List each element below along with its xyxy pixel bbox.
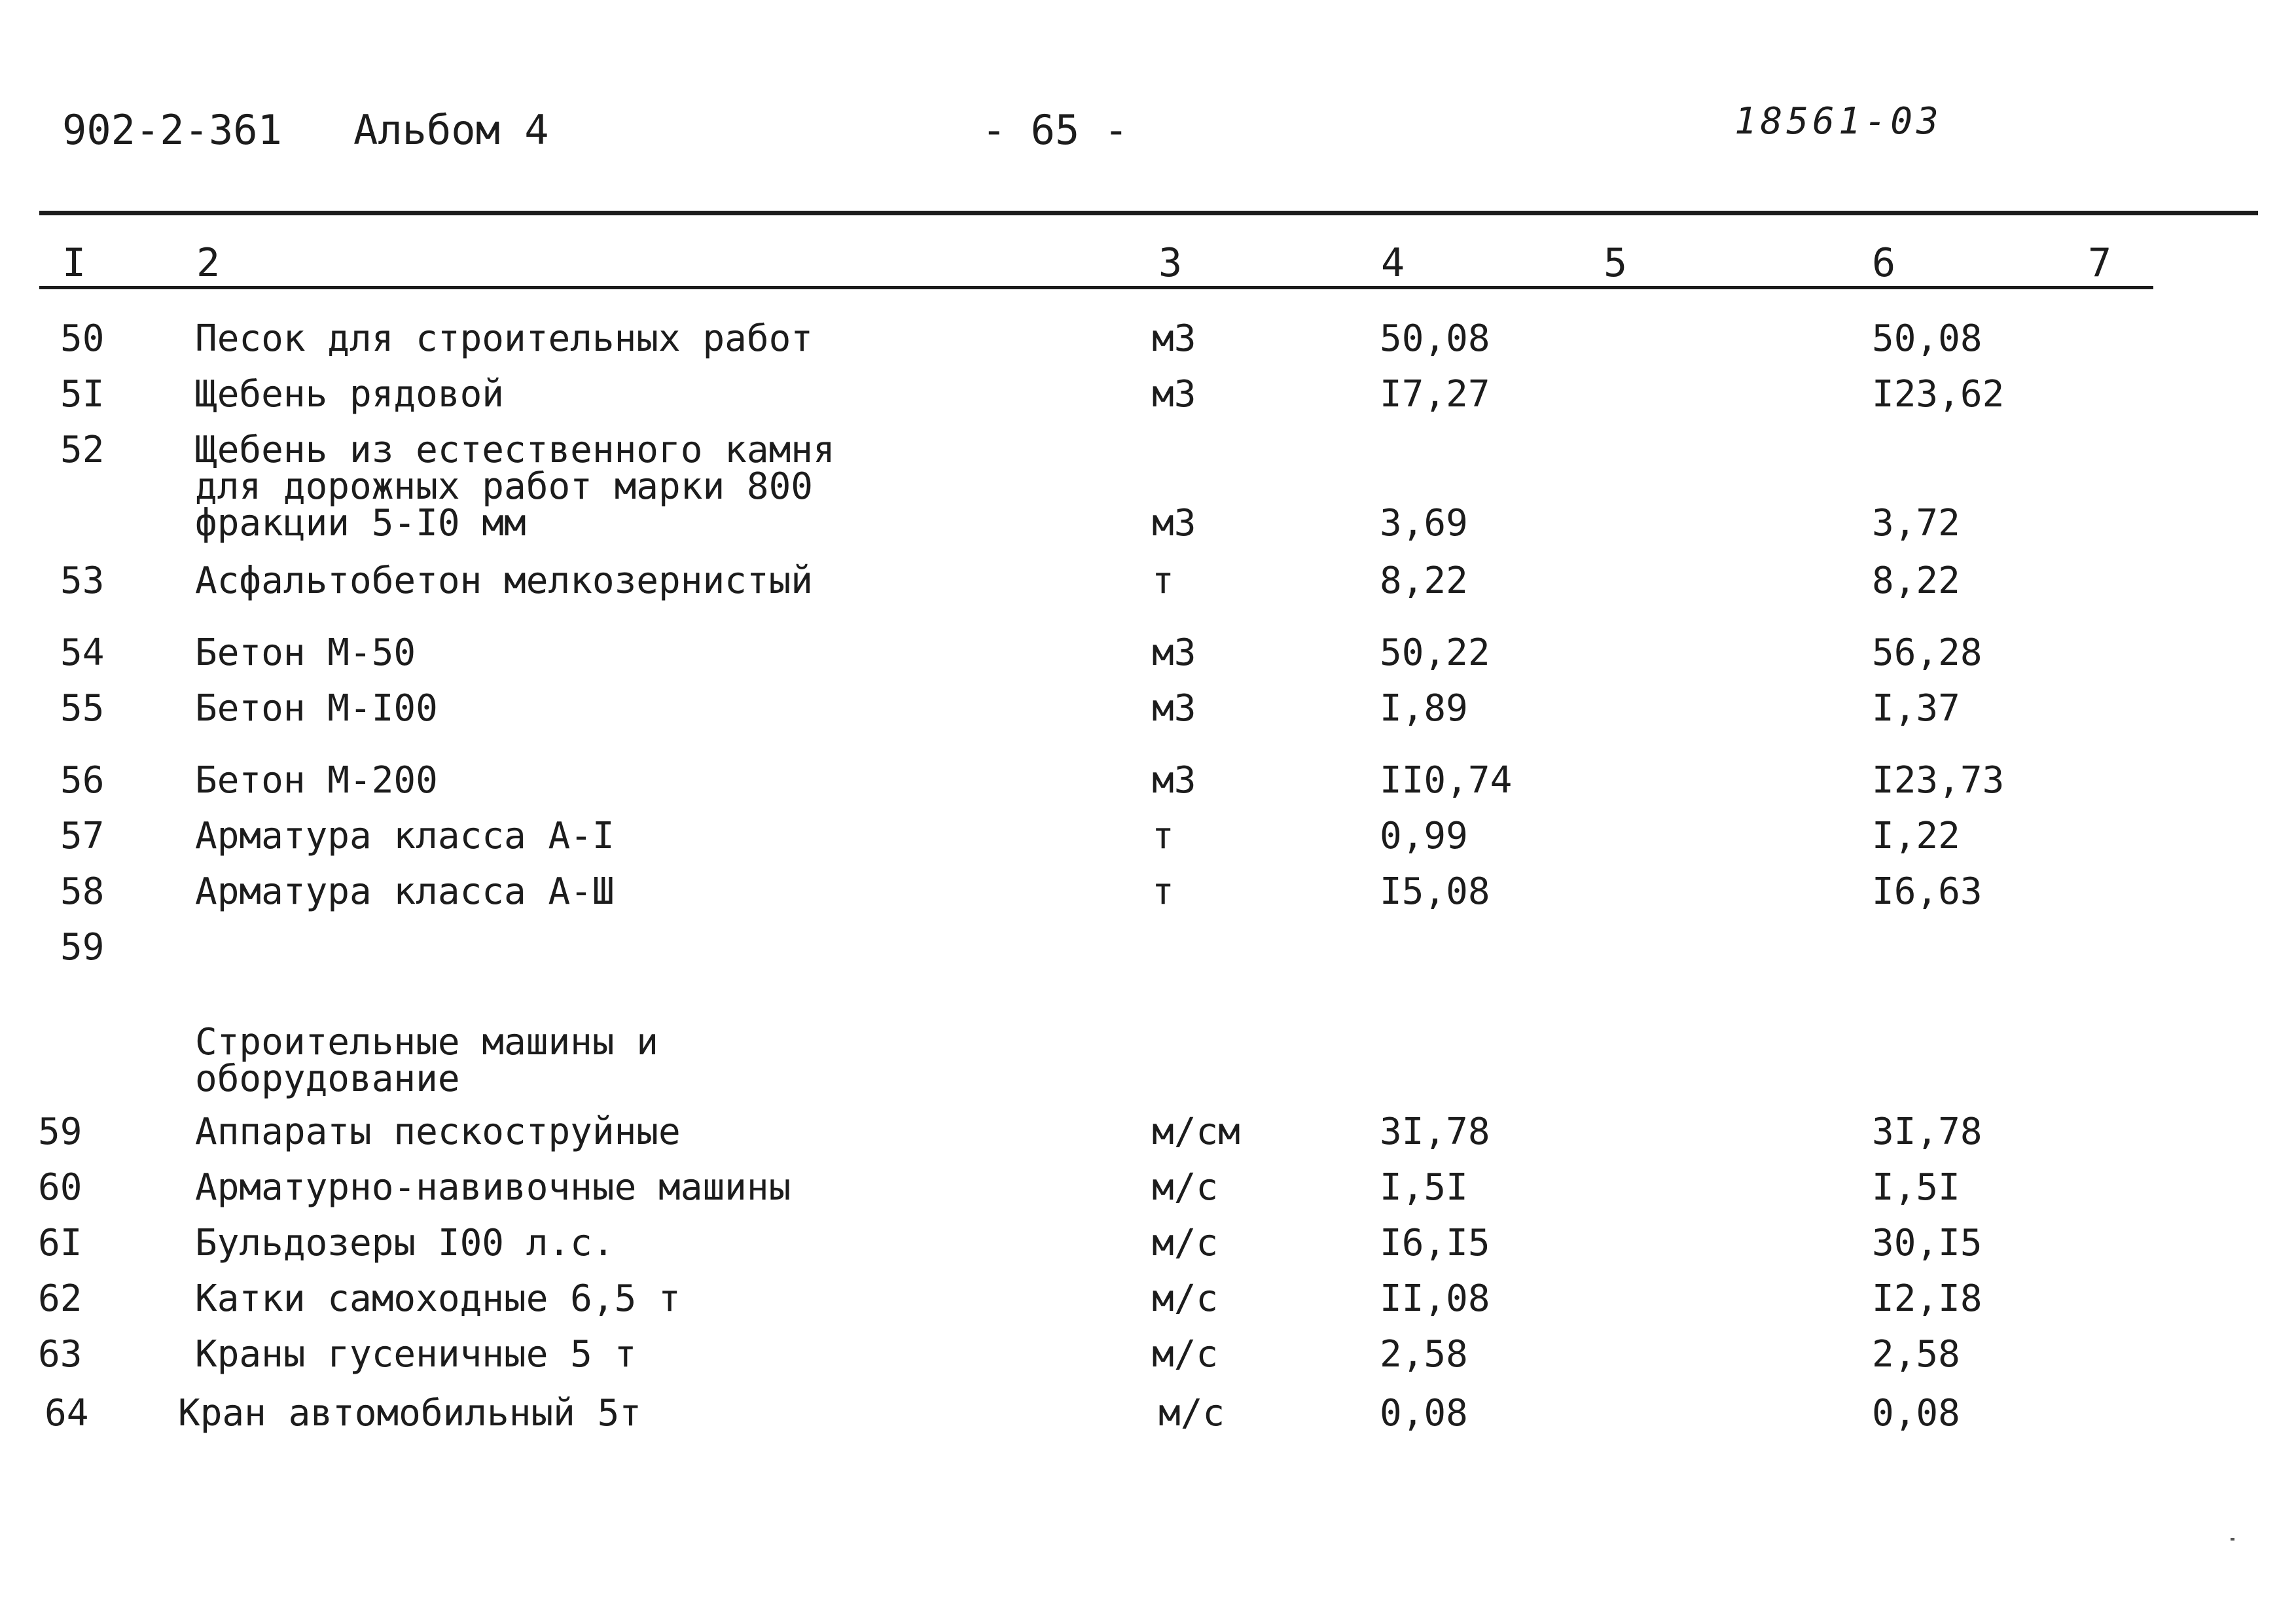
row-value-col4: 0,99	[1380, 815, 1468, 857]
row-name: Катки самоходные 6,5 т	[195, 1277, 681, 1320]
row-number: 5I	[60, 373, 105, 416]
row-value-col4: 2,58	[1380, 1333, 1468, 1376]
column-header-3: 3	[1158, 240, 1183, 286]
row-value-col6: 0,08	[1872, 1392, 1960, 1435]
row-unit: м3	[1152, 687, 1196, 730]
row-number: 6I	[38, 1222, 82, 1264]
row-value-col6: 30,I5	[1872, 1222, 1982, 1264]
header-rule	[39, 211, 2258, 215]
row-value-col6: I,5I	[1872, 1166, 1960, 1209]
column-header-2: 2	[196, 240, 221, 286]
row-unit: м3	[1152, 632, 1196, 674]
row-name: Песок для строительных работ	[195, 317, 814, 360]
row-number: 59	[38, 1111, 82, 1153]
row-value-col4: 0,08	[1380, 1392, 1468, 1435]
row-value-col6: I23,62	[1872, 373, 2005, 416]
row-number: 57	[60, 815, 105, 857]
row-value-col4: 8,22	[1380, 560, 1468, 602]
row-value-col6: 3,72	[1872, 502, 1960, 544]
row-number: 58	[60, 870, 105, 913]
row-value-col6: I6,63	[1872, 870, 1982, 913]
row-unit: м/с	[1152, 1277, 1219, 1320]
row-number: 60	[38, 1166, 82, 1209]
scan-speck	[2231, 1538, 2234, 1541]
row-value-col4: I6,I5	[1380, 1222, 1490, 1264]
row-value-col4: 50,08	[1380, 317, 1490, 360]
row-unit: м/с	[1152, 1222, 1219, 1264]
row-unit: т	[1152, 815, 1174, 857]
row-unit: м/см	[1152, 1111, 1240, 1153]
column-header-6: 6	[1872, 240, 1896, 286]
row-unit: т	[1152, 560, 1174, 602]
row-value-col4: I5,08	[1380, 870, 1490, 913]
page-number: - 65 -	[982, 106, 1128, 154]
album-label: Альбом 4	[353, 106, 549, 154]
row-value-col4: I,5I	[1380, 1166, 1468, 1209]
row-number: 62	[38, 1277, 82, 1320]
row-value-col6: 8,22	[1872, 560, 1960, 602]
row-name: Аппараты пескоструйные	[195, 1111, 681, 1153]
row-name: Арматура класса А-Ш	[195, 870, 615, 913]
row-value-col6: I,37	[1872, 687, 1960, 730]
row-value-col6: 3I,78	[1872, 1111, 1982, 1153]
row-unit: м3	[1152, 373, 1196, 416]
row-value-col4: 3,69	[1380, 502, 1468, 544]
row-value-col4: II0,74	[1380, 759, 1513, 802]
inventory-stamp: 18561-03	[1734, 100, 1943, 143]
row-name: Бульдозеры I00 л.с.	[195, 1222, 615, 1264]
row-value-col6: I23,73	[1872, 759, 2005, 802]
row-name: Щебень из естественного камня для дорожных работ марки 800 фракции 5-I0 мм	[195, 429, 835, 544]
row-value-col6: 56,28	[1872, 632, 1982, 674]
row-name: Бетон М-I00	[195, 687, 438, 730]
row-value-col6: I,22	[1872, 815, 1960, 857]
row-number: 59	[60, 926, 105, 969]
row-number: 53	[60, 560, 105, 602]
row-number: 56	[60, 759, 105, 802]
row-unit: м3	[1152, 759, 1196, 802]
row-name: Краны гусеничные 5 т	[195, 1333, 637, 1376]
row-value-col4: 50,22	[1380, 632, 1490, 674]
row-number: 63	[38, 1333, 82, 1376]
column-header-rule	[39, 286, 2153, 289]
row-unit: м/с	[1152, 1166, 1219, 1209]
column-header-4: 4	[1381, 240, 1405, 286]
section-title: Строительные машины и оборудование	[195, 1021, 659, 1100]
row-value-col4: II,08	[1380, 1277, 1490, 1320]
row-value-col6: 2,58	[1872, 1333, 1960, 1376]
row-name: Кран автомобильный 5т	[178, 1392, 642, 1435]
row-number: 64	[45, 1392, 89, 1435]
row-name: Щебень рядовой	[195, 373, 505, 416]
row-value-col4: 3I,78	[1380, 1111, 1490, 1153]
row-value-col4: I,89	[1380, 687, 1468, 730]
row-number: 55	[60, 687, 105, 730]
document-code: 902-2-361	[62, 106, 282, 154]
row-number: 50	[60, 317, 105, 360]
row-unit: м3	[1152, 502, 1196, 544]
row-name: Асфальтобетон мелкозернистый	[195, 560, 814, 602]
row-name: Бетон М-200	[195, 759, 438, 802]
row-unit: т	[1152, 870, 1174, 913]
column-header-5: 5	[1604, 240, 1628, 286]
row-unit: м/с	[1158, 1392, 1225, 1435]
row-name: Арматура класса А-I	[195, 815, 615, 857]
row-name: Бетон М-50	[195, 632, 416, 674]
row-name: Арматурно-навивочные машины	[195, 1166, 791, 1209]
row-number: 52	[60, 429, 105, 471]
row-value-col6: 50,08	[1872, 317, 1982, 360]
row-unit: м3	[1152, 317, 1196, 360]
row-value-col6: I2,I8	[1872, 1277, 1982, 1320]
column-header-1: I	[62, 240, 86, 286]
row-value-col4: I7,27	[1380, 373, 1490, 416]
row-unit: м/с	[1152, 1333, 1219, 1376]
row-number: 54	[60, 632, 105, 674]
column-header-7: 7	[2088, 240, 2112, 286]
